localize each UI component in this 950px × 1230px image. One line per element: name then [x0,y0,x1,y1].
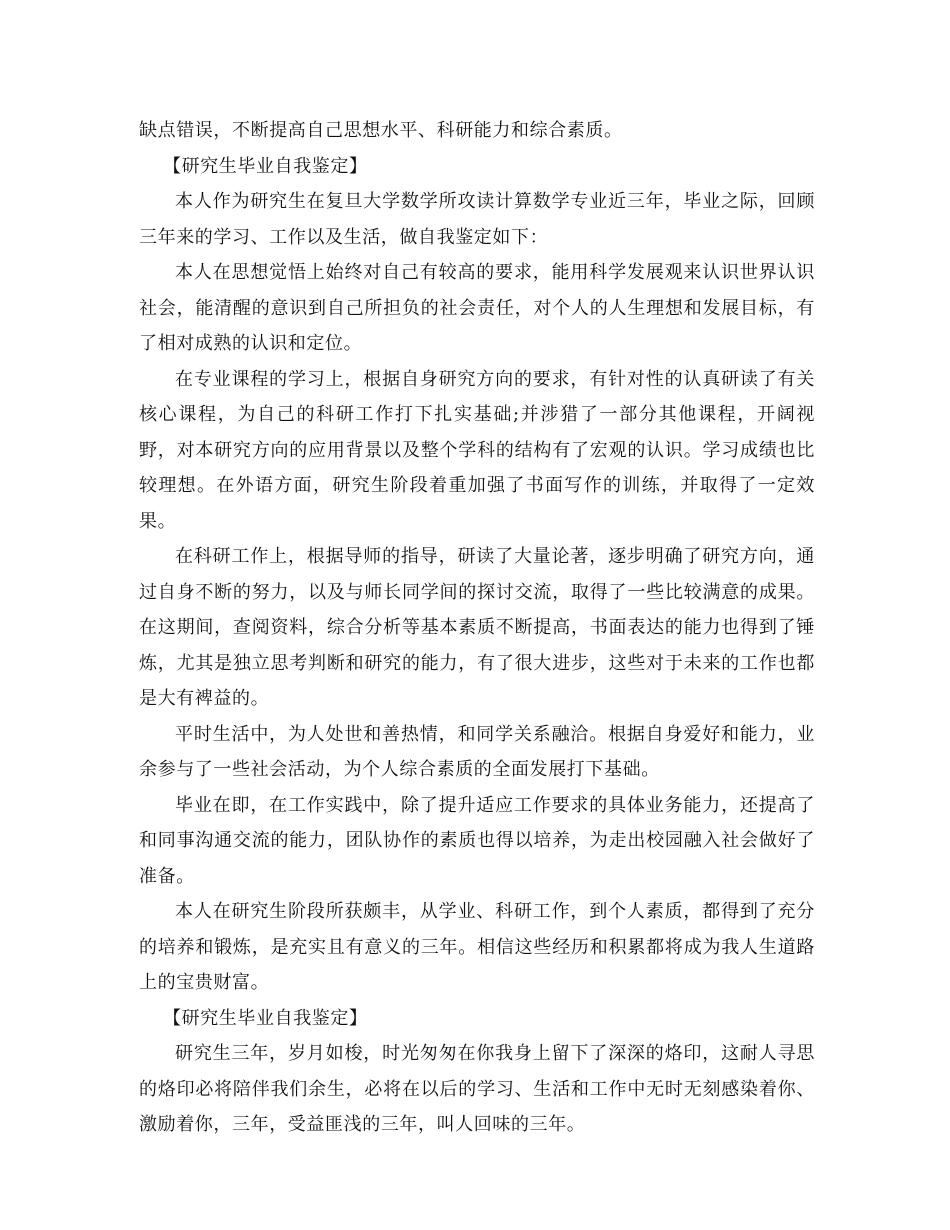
body-paragraph: 在专业课程的学习上，根据自身研究方向的要求，有针对性的认真研读了有关核心课程，为自己的科研工作打下扎实基础;并涉猎了一部分其他课程，开阔视野，对本研究方向的应用背景以及整个学科的结构有了宏观的认识。学习成绩也比较理想。在外语方面，研究生阶段着重加强了书面写作的训练，并取得了一定效果。 [139,368,815,532]
body-paragraph: 在科研工作上，根据导师的指导，研读了大量论著，逐步明确了研究方向，通过自身不断的努力，以及与师长同学间的探讨交流，取得了一些比较满意的成果。在这期间，查阅资料，综合分析等基本素质不断提高，书面表达的能力也得到了锤炼，尤其是独立思考判断和研究的能力，有了很大进步，这些对于未来的工作也都是大有裨益的。 [139,546,815,709]
body-paragraph: 本人作为研究生在复旦大学数学所攻读计算数学专业近三年，毕业之际，回顾三年来的学习、工作以及生活，做自我鉴定如下： [139,191,815,248]
section-heading: 【研究生毕业自我鉴定】 [163,1007,368,1029]
body-paragraph: 平时生活中，为人处世和善热情，和同学关系融洽。根据自身爱好和能力，业余参与了一些社会活动，为个人综合素质的全面发展打下基础。 [139,723,815,780]
section-heading: 【研究生毕业自我鉴定】 [163,155,368,177]
paragraph-continuation: 缺点错误，不断提高自己思想水平、科研能力和综合素质。 [139,120,623,141]
body-paragraph: 本人在思想觉悟上始终对自己有较高的要求，能用科学发展观来认识世界认识社会，能清醒的意识到自己所担负的社会责任，对个人的人生理想和发展目标，有了相对成熟的认识和定位。 [139,262,815,354]
body-paragraph: 本人在研究生阶段所获颇丰，从学业、科研工作，到个人素质，都得到了充分的培养和锻炼，是充实且有意义的三年。相信这些经历和积累都将成为我人生道路上的宝贵财富。 [139,901,815,993]
body-paragraph: 毕业在即，在工作实践中，除了提升适应工作要求的具体业务能力，还提高了和同事沟通交流的能力，团队协作的素质也得以培养，为走出校园融入社会做好了准备。 [139,794,815,887]
body-paragraph: 研究生三年，岁月如梭，时光匆匆在你我身上留下了深深的烙印，这耐人寻思的烙印必将陪伴我们余生，必将在以后的学习、生活和工作中无时无刻感染着你、激励着你，三年，受益匪浅的三年，叫人回味的三年。 [139,1043,815,1135]
